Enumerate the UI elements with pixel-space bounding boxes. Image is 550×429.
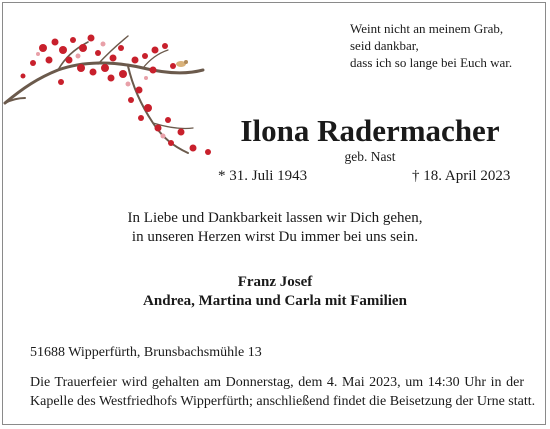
- poem: [350, 20, 540, 71]
- farewell-text: [60, 209, 490, 247]
- notice-line: Die Trauerfeier wird gehalten am Donnerstag, dem 4. Mai 2023, um 14:30 Uhr in der: [30, 375, 524, 390]
- death-date: † 18. April 2023: [412, 168, 511, 184]
- poem-line: seid dankbar,: [350, 38, 419, 53]
- birth-date: * 31. Juli 1943: [218, 168, 308, 184]
- farewell-line: in unseren Herzen wirst Du immer bei uns sein.: [131, 229, 419, 245]
- poem-line: dass ich so lange bei Euch war.: [350, 55, 513, 70]
- deceased-name: Ilona Radermacher: [240, 113, 500, 148]
- address: 51688 Wipperfürth, Brunsbachsmühle 13: [30, 345, 262, 360]
- farewell-line: In Liebe und Dankbarkeit lassen wir Dich gehen,: [127, 210, 423, 226]
- poem-line: Weint nicht an meinem Grab,: [350, 21, 504, 36]
- notice-line: Kapelle des Westfriedhofs Wipperfürth; anschließend findet die Beisetzung der Urne statt.: [30, 394, 536, 409]
- mourner-line: Franz Josef: [237, 274, 313, 290]
- mourner-line: Andrea, Martina und Carla mit Familien: [143, 293, 407, 309]
- maiden-name: geb. Nast: [344, 149, 396, 164]
- mourners: [60, 273, 490, 311]
- blossom-branch-icon: [3, 28, 228, 163]
- funeral-notice: [30, 373, 536, 411]
